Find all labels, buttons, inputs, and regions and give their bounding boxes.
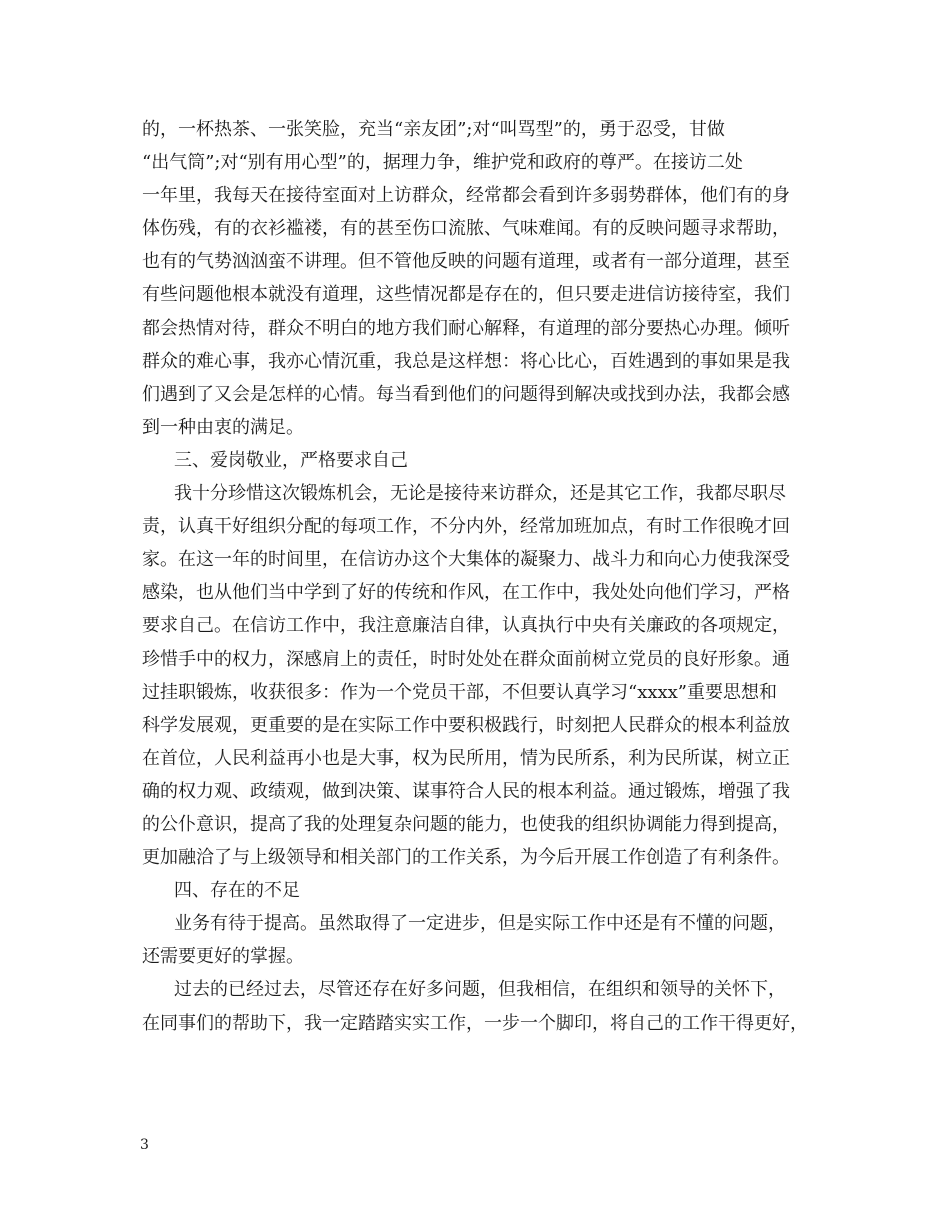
text-line: 过挂职锻炼，收获很多：作为一个党员干部，不但要认真学习“xxxx”重要思想和 [142,681,778,703]
text-line: 更加融洽了与上级领导和相关部门的工作关系，为今后开展工作创造了有利条件。 [142,847,790,869]
section-heading-3: 三、爱岗敬业，严格要求自己 [174,449,408,471]
section-heading-4: 四、存在的不足 [174,880,300,902]
text-line: 感染，也从他们当中学到了好的传统和作风，在工作中，我处处向他们学习，严格 [142,582,790,604]
text-line: “出气筒”;对“别有用心型”的，据理力争，维护党和政府的尊严。在接访二处 [142,152,743,174]
text-line: 过去的已经过去，尽管还存在好多问题，但我相信，在组织和领导的关怀下， [174,979,786,1001]
text-line: 珍惜手中的权力，深感肩上的责任，时时处处在群众面前树立党员的良好形象。通 [142,648,790,670]
paragraph-3 [142,907,822,973]
text-line: 一年里，我每天在接待室面对上访群众，经常都会看到许多弱势群体，他们有的身 [142,185,790,207]
text-line: 要求自己。在信访工作中，我注意廉洁自律，认真执行中央有关廉政的各项规定， [142,615,790,637]
text-line: 我十分珍惜这次锻炼机会，无论是接待来访群众，还是其它工作，我都尽职尽 [174,483,786,505]
document-body [142,113,822,1040]
paragraph-1 [142,113,822,444]
text-line: 们遇到了又会是怎样的心情。每当看到他们的问题得到解决或找到办法，我都会感 [142,383,790,405]
text-line: 到一种由衷的满足。 [142,416,304,438]
text-line: 家。在这一年的时间里，在信访办这个大集体的凝聚力、战斗力和向心力使我深受 [142,549,790,571]
text-line: 在同事们的帮助下，我一定踏踏实实工作，一步一个脚印，将自己的工作干得更好， [142,1012,808,1034]
paragraph-4 [142,973,822,1039]
text-line: 确的权力观、政绩观，做到决策、谋事符合人民的根本利益。通过锻炼，增强了我 [142,780,790,802]
text-line: 责，认真干好组织分配的每项工作，不分内外，经常加班加点，有时工作很晚才回 [142,516,790,538]
text-line: 有些问题他根本就没有道理，这些情况都是存在的，但只要走进信访接待室，我们 [142,284,790,306]
text-line: 业务有待于提高。虽然取得了一定进步，但是实际工作中还是有不懂的问题， [174,913,786,935]
text-line: 的公仆意识，提高了我的处理复杂问题的能力，也使我的组织协调能力得到提高， [142,813,790,835]
text-line: 都会热情对待，群众不明白的地方我们耐心解释，有道理的部分要热心办理。倾听 [142,317,790,339]
page-number: 3 [140,1137,149,1153]
text-line: 群众的难心事，我亦心情沉重，我总是这样想：将心比心，百姓遇到的事如果是我 [142,350,790,372]
text-line: 在首位，人民利益再小也是大事，权为民所用，情为民所系，利为民所谋，树立正 [142,747,790,769]
text-line: 的，一杯热茶、一张笑脸，充当“亲友团”;对“叫骂型”的，勇于忍受，甘做 [142,119,725,140]
text-line: 还需要更好的掌握。 [142,946,304,968]
paragraph-2 [142,477,822,874]
text-line: 科学发展观，更重要的是在实际工作中要积极践行，时刻把人民群众的根本利益放 [142,714,790,736]
text-line: 体伤残，有的衣衫褴褛，有的甚至伤口流脓、气味难闻。有的反映问题寻求帮助， [142,218,790,240]
text-line: 也有的气势汹汹蛮不讲理。但不管他反映的问题有道理，或者有一部分道理，甚至 [142,251,790,273]
